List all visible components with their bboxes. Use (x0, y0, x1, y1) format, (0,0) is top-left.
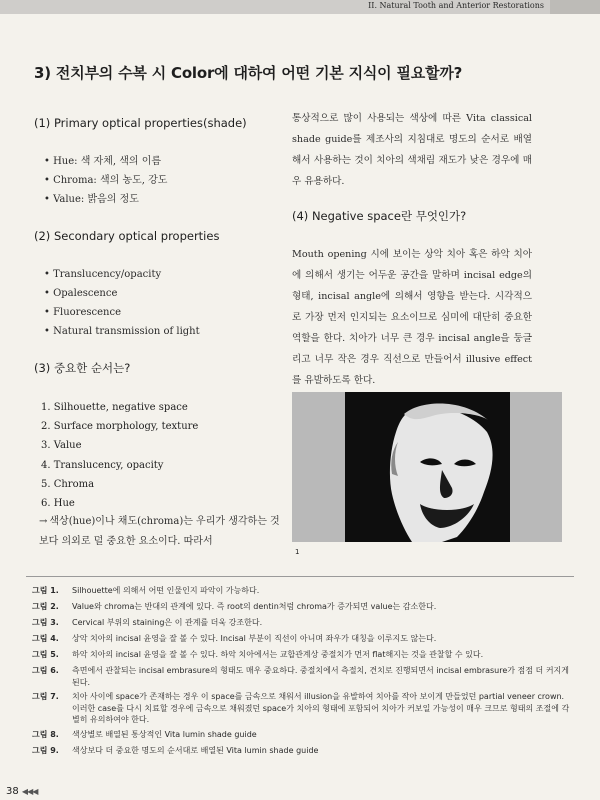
caption-text: 색상별로 배열된 통상적인 Vita lumin shade guide (72, 730, 257, 739)
caption-label: 그림 1. (32, 586, 59, 595)
header-tab (550, 0, 600, 14)
caption-text: 하악 치아의 incisal 윤영을 잘 볼 수 있다. 하악 치아에서는 교합관계상 중절치가 먼저 flat해지는 것을 관찰할 수 있다. (72, 650, 484, 659)
heading-secondary-properties: (2) Secondary optical properties (34, 229, 220, 243)
list-item: 5. Chroma (41, 478, 95, 490)
heading-negative-space: (4) Negative space란 무엇인가? (292, 209, 467, 223)
caption-label: 그림 2. (32, 602, 59, 611)
page-number (6, 786, 37, 797)
caption-text: Cervical 부위의 staining은 이 관계를 더욱 강조한다. (72, 618, 263, 627)
list-item: • Chroma: 색의 농도, 강도 (44, 175, 168, 186)
caption-text: 색상보다 더 중요한 명도의 순서대로 배열된 Vita lumin shade guide (72, 746, 319, 755)
paragraph-negative-space: Mouth opening 시에 보이는 상악 치아 혹은 하악 치아에 의해서 생기는 어두운 공간을 말하며 incisal edge의 형태, incisal angle에 의해서 영향을 받는다. 시각적으로 가장 먼저 인지되는 요소이므로 심미에 대단히 중요한 역할을 한다. 치아가 너무 큰 경우 incisal angle을 둥글리고 너무 작은 경우 직선으로 만들어서 illusive effect를 유발하도록 한다. (292, 249, 532, 386)
caption-label: 그림 6. (32, 666, 59, 675)
caption-text: 상악 치아의 incisal 윤영을 잘 볼 수 있다. Incisal 부분이 직선이 아니며 좌우가 대칭을 이루지도 않는다. (72, 634, 437, 643)
list-item: 3. Value (41, 440, 82, 452)
page-arrows-icon: ◀◀◀ (21, 787, 38, 796)
list-item: 6. Hue (41, 497, 75, 509)
caption-label: 그림 5. (32, 650, 59, 659)
caption-label: 그림 7. (32, 692, 59, 701)
section-title: 3) 전치부의 수복 시 Color에 대하여 어떤 기본 지식이 필요할까? (34, 64, 463, 82)
order-note (39, 512, 289, 552)
list-item: • Opalescence (44, 288, 118, 299)
figure-captions (26, 576, 574, 775)
caption-text: 측면에서 관찰되는 incisal embrasure의 형태도 매우 중요하다. 중절치에서 측절치, 견치로 진행되면서 incisal embrasure가 점점 더 커지게 된다. (72, 666, 570, 687)
figure-silhouette-photo (292, 392, 562, 542)
page-number-text: 38 (6, 786, 19, 797)
running-head-text: II. Natural Tooth and Anterior Restorations (368, 1, 544, 10)
list-item: 2. Surface morphology, texture (41, 421, 199, 433)
caption-label: 그림 9. (32, 746, 59, 755)
list-item: 4. Translucency, opacity (41, 459, 164, 471)
list-item: • Translucency/opacity (44, 269, 162, 280)
list-item: • Value: 밝음의 정도 (44, 194, 139, 205)
heading-primary-properties: (1) Primary optical properties(shade) (34, 116, 247, 130)
paragraph-shade-guide: 통상적으로 많이 사용되는 색상에 따른 Vita classical shade guide를 제조사의 지침대로 명도의 순서로 배열해서 사용하는 것이 치아의 색채림 재도가 낮은 경우에 매우 유용하다. (292, 113, 532, 187)
list-item: • Hue: 색 자체, 색의 이름 (44, 156, 162, 167)
list-item: • Natural transmission of light (44, 326, 200, 337)
figure-number: 1 (295, 548, 300, 556)
note-text: 색상(hue)이나 채도(chroma)는 우리가 생각하는 것보다 의외로 덜 중요한 요소이다. 따라서 (39, 516, 280, 547)
order-list (41, 398, 198, 513)
secondary-properties-list (44, 265, 200, 341)
running-header (0, 0, 600, 14)
silhouette-face-icon (292, 392, 562, 542)
caption-text: Silhouette에 의해서 어떤 인물인지 파악이 가능하다. (72, 586, 260, 595)
caption-label: 그림 4. (32, 634, 59, 643)
caption-label: 그림 3. (32, 618, 59, 627)
caption-label: 그림 8. (32, 730, 59, 739)
list-item: • Fluorescence (44, 307, 121, 318)
primary-properties-list (44, 152, 167, 209)
list-item: 1. Silhouette, negative space (41, 402, 188, 413)
caption-text: Value와 chroma는 반대의 관계에 있다. 즉 root의 dentin처럼 chroma가 증가되면 value는 감소한다. (72, 602, 437, 611)
arrow-icon: → (39, 516, 48, 527)
heading-order: (3) 중요한 순서는? (34, 361, 131, 375)
caption-text: 치아 사이에 space가 존재하는 경우 이 space를 금속으로 채워서 illusion을 유발하여 치아를 작아 보이게 만들었던 partial veneer crown. 이러한 case를 다시 치료할 경우에 금속으로 채워졌던 space가 치아의 형태에 포함되어 치아가 커보일 가능성이 매우 크므로 형태의 조절에 각별히 유의하여야 한다. (72, 692, 570, 724)
